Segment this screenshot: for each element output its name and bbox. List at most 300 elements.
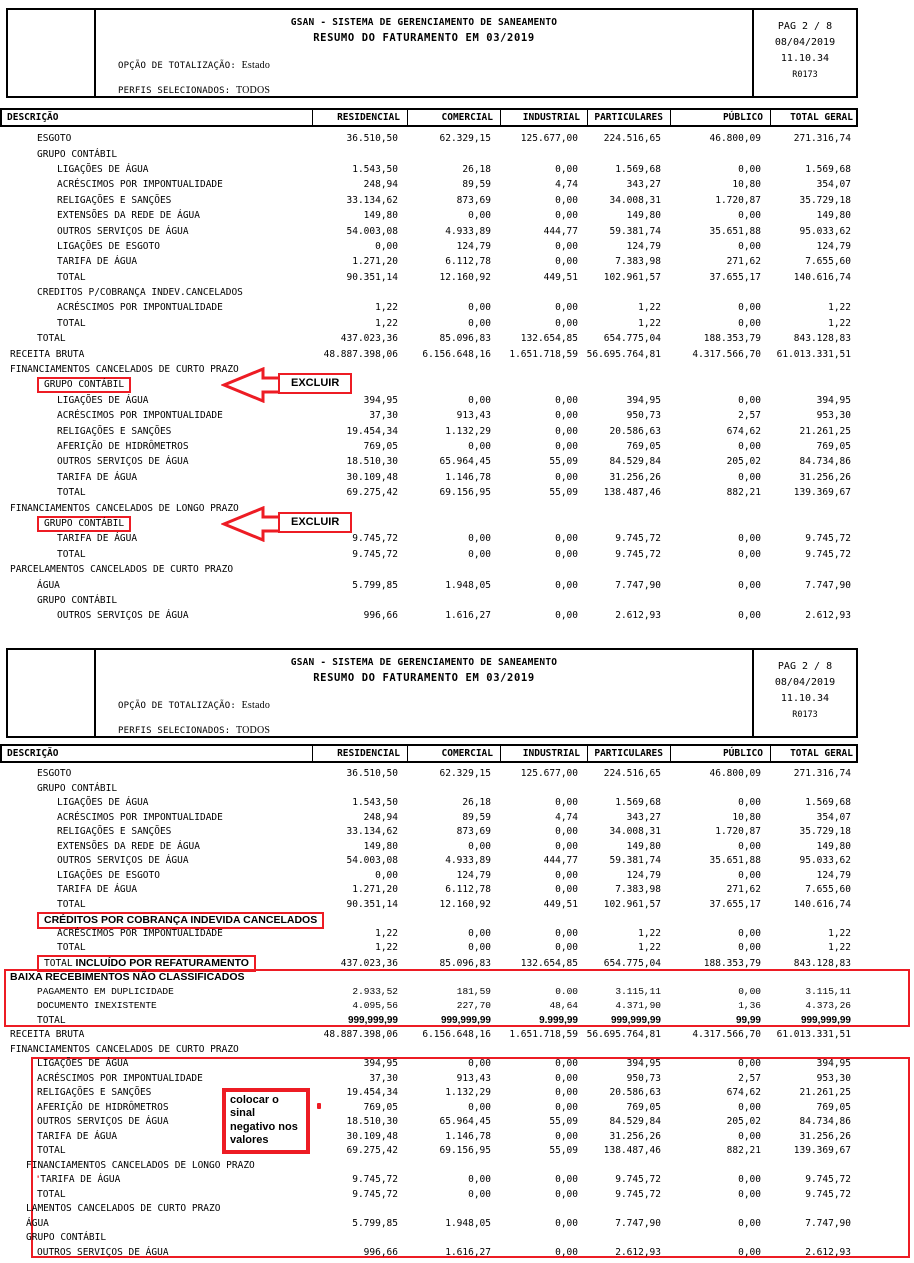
row-label: ÁGUA [26, 1217, 49, 1229]
row-label: ACRÉSCIMOS POR IMPONTUALIDADE [57, 302, 223, 314]
row-value: 95.033,62 [799, 855, 851, 867]
row-label-cell [0, 195, 310, 206]
row-value: 0,00 [555, 533, 578, 545]
row-value: 4.317.566,70 [692, 1029, 761, 1041]
row-value: 84.529,84 [609, 456, 661, 468]
row-value: 35.651,88 [709, 855, 761, 867]
row-value: 0,00 [375, 240, 398, 252]
table-row [0, 839, 858, 854]
row-label-cell [0, 549, 310, 560]
row-label-cell [0, 487, 310, 498]
row-value: 9.745,72 [352, 1174, 398, 1186]
row-value: 140.616,74 [793, 898, 851, 910]
row-value: 0,00 [738, 1188, 761, 1200]
row-value: 0,00 [555, 441, 578, 452]
row-value: 85.096,83 [439, 958, 491, 969]
profiles-selected [118, 85, 270, 96]
row-value: 125.677,00 [520, 768, 578, 780]
row-value: 20.586,63 [609, 425, 661, 437]
row-value: 2.612,93 [615, 610, 661, 622]
row-value: 1.569,68 [615, 163, 661, 175]
row-value: 9.745,72 [615, 1174, 661, 1186]
row-value: 7.747,90 [615, 1217, 661, 1229]
row-value: 31.256,26 [609, 1130, 661, 1142]
table-row [0, 1013, 858, 1028]
row-label: TOTAL [57, 898, 86, 910]
row-value: 0,00 [555, 1087, 578, 1099]
row-value: 913,43 [456, 410, 491, 422]
row-value: 89,59 [462, 179, 491, 191]
table-row [0, 131, 858, 146]
billing-table [0, 744, 914, 1260]
column-header-industrial: INDUSTRIAL [500, 110, 587, 125]
row-label-cell [0, 149, 310, 160]
table-section [0, 767, 914, 970]
row-value: 394,95 [363, 1058, 398, 1070]
row-value: 843.128,83 [793, 958, 851, 969]
row-value: 0,00 [375, 869, 398, 881]
row-value: 181,59 [456, 985, 491, 997]
row-value: 449,51 [543, 271, 578, 283]
table-row [0, 146, 858, 161]
table-row [0, 1100, 858, 1115]
table-row [0, 1245, 858, 1260]
row-label-cell [0, 884, 310, 895]
row-value: 205,02 [726, 1116, 761, 1128]
row-value: 35.729,18 [799, 826, 851, 838]
row-value: 7.747,90 [615, 579, 661, 591]
row-value: 0,00 [468, 1174, 491, 1186]
annotated-section [0, 1057, 914, 1260]
table-row [0, 1086, 858, 1101]
row-value: 132.654,85 [520, 333, 578, 345]
table-row [0, 926, 858, 941]
column-header-particulares: PARTICULARES [587, 110, 670, 125]
row-value: 0,00 [738, 1174, 761, 1186]
row-value: 271,62 [726, 884, 761, 896]
totalization-option-label: OPÇÃO DE TOTALIZAÇÃO: [118, 61, 236, 71]
row-label: GRUPO CONTÁBIL [37, 516, 131, 532]
row-value: 69.156,95 [439, 487, 491, 499]
row-label-cell [0, 302, 310, 313]
table-body [0, 131, 914, 624]
row-value: 0,00 [555, 797, 578, 809]
row-value: 0,00 [555, 1188, 578, 1200]
row-value: 31.256,26 [799, 471, 851, 483]
column-header-descricao: DESCRIÇÃO [7, 747, 59, 759]
row-label-cell [0, 768, 310, 779]
table-row [0, 270, 858, 285]
row-label: ACRÉSCIMOS POR IMPONTUALIDADE [57, 927, 223, 939]
table-row [0, 593, 858, 608]
row-value: 0,00 [555, 163, 578, 175]
row-value: 99,99 [735, 1014, 761, 1026]
row-label: PAGAMENTO EM DUPLICIDADE [37, 985, 174, 997]
row-label: TOTAL [37, 333, 66, 345]
row-value: 1.616,27 [445, 1246, 491, 1258]
row-label-cell [0, 1073, 310, 1084]
header-left-cell [8, 650, 96, 736]
table-section [0, 1028, 914, 1057]
row-value: 0,00 [738, 394, 761, 406]
row-value: 0,00 [555, 1072, 578, 1084]
table-row [0, 608, 858, 623]
row-value: 0,00 [555, 394, 578, 406]
row-label-cell [0, 855, 310, 866]
row-value: 1.948,05 [445, 1217, 491, 1229]
table-row [0, 1216, 858, 1231]
row-label: FINANCIAMENTOS CANCELADOS DE CURTO PRAZO [10, 1043, 239, 1055]
row-value: 48.887.398,06 [323, 348, 398, 360]
row-value: 769,05 [626, 1101, 661, 1113]
row-value: 9.745,72 [615, 1188, 661, 1200]
report-page-1 [0, 0, 914, 624]
row-value: 149,80 [816, 840, 851, 852]
row-value: 55,09 [549, 456, 578, 468]
row-value: 1.132,29 [445, 1087, 491, 1099]
profiles-value: TODOS [236, 724, 271, 736]
table-row [0, 1057, 858, 1072]
row-label: TARIFA DE ÁGUA [57, 256, 138, 268]
row-value: 124,79 [626, 869, 661, 881]
row-value: 1,22 [638, 302, 661, 314]
row-value: 55,09 [549, 1145, 578, 1157]
row-value: 0,00 [738, 942, 761, 954]
row-value: 1,22 [375, 317, 398, 329]
row-value: 999,999,99 [347, 1014, 398, 1026]
report-time: 11.10.34 [780, 692, 830, 704]
excluir-annotation [221, 367, 349, 403]
system-title: GSAN - SISTEMA DE GERENCIAMENTO DE SANEAMENTO [290, 656, 558, 668]
row-value: 769,05 [816, 441, 851, 452]
row-value: 0,00 [555, 840, 578, 852]
row-value: 56.695.764,81 [586, 1029, 661, 1041]
row-label-cell [0, 133, 310, 144]
table-row [0, 1071, 858, 1086]
row-value: 0,00 [555, 884, 578, 896]
row-value: 36.510,50 [346, 768, 398, 780]
row-value: 61.013.331,51 [776, 1029, 851, 1041]
row-value: 1,36 [738, 1000, 761, 1012]
row-value: 0,00 [555, 942, 578, 954]
row-value: 30.109,48 [346, 1130, 398, 1142]
row-value: 5.799,85 [352, 1217, 398, 1229]
row-value: 1,22 [828, 942, 851, 954]
row-value: 1.569,68 [805, 163, 851, 175]
row-value: 1.948,05 [445, 579, 491, 591]
table-row [0, 1158, 858, 1173]
table-row [0, 767, 858, 782]
row-value: 3.115,11 [615, 985, 661, 997]
row-label: LIGAÇÕES DE ESGOTO [57, 240, 160, 252]
row-value: 62.329,15 [439, 133, 491, 145]
row-value: 56.695.764,81 [586, 348, 661, 360]
row-value: 21.261,25 [799, 425, 851, 437]
row-label: GRUPO CONTÁBIL [26, 1232, 107, 1244]
table-row [0, 912, 858, 927]
row-value: 9.999,99 [539, 1014, 578, 1026]
row-value: 138.487,46 [603, 1145, 661, 1157]
table-row [0, 331, 858, 346]
table-row [0, 955, 858, 970]
totalization-option-value: Estado [241, 60, 271, 71]
row-label: EXTENSÕES DA REDE DE ÁGUA [57, 840, 200, 852]
row-value: 950,73 [626, 410, 661, 422]
annotated-section [0, 970, 914, 1028]
row-label-cell [0, 1174, 310, 1185]
row-label: RECEITA BRUTA [10, 348, 85, 360]
row-label: TOTAL [57, 317, 86, 329]
row-label: ACRÉSCIMOS POR IMPONTUALIDADE [57, 811, 223, 823]
row-value: 394,95 [626, 1058, 661, 1070]
table-row [0, 984, 858, 999]
table-row [0, 377, 858, 392]
row-value: 873,69 [456, 194, 491, 206]
row-value: 1,22 [375, 302, 398, 314]
row-value: 9.745,72 [352, 533, 398, 545]
row-label-cell [0, 226, 310, 237]
row-value: 999,999,99 [440, 1014, 491, 1026]
row-value: 0,00 [738, 610, 761, 622]
row-value: 0,00 [555, 548, 578, 560]
row-value: 0.00 [555, 985, 578, 997]
row-label-cell [0, 241, 310, 252]
row-value: 0,00 [738, 441, 761, 452]
row-value: 9.745,72 [352, 548, 398, 560]
row-value: 9.745,72 [805, 533, 851, 545]
row-label: CREDITOS P/COBRANÇA INDEV.CANCELADOS [37, 287, 243, 299]
row-label: RECEITA BRUTA [10, 1029, 85, 1041]
row-value: 0,00 [738, 163, 761, 175]
row-value: 102.961,57 [603, 271, 661, 283]
table-row [0, 941, 858, 956]
table-body [0, 767, 914, 1260]
row-label-cell [0, 272, 310, 283]
row-value: 139.369,67 [793, 1145, 851, 1157]
row-value: 0,00 [738, 302, 761, 314]
row-value: 2.933,52 [352, 985, 398, 997]
row-label: LIGAÇÕES DE ÁGUA [57, 797, 149, 809]
row-value: 48.887.398,06 [323, 1029, 398, 1041]
row-value: 37,30 [369, 410, 398, 422]
row-value: 3.115,11 [805, 985, 851, 997]
row-label: LIGAÇÕES DE ÁGUA [57, 394, 149, 406]
row-value: 999,999,99 [800, 1014, 851, 1026]
row-value: 1.132,29 [445, 425, 491, 437]
row-value: 0,00 [738, 927, 761, 939]
row-value: 140.616,74 [793, 271, 851, 283]
red-tick-mark: ' [37, 1174, 40, 1186]
row-label-cell [0, 826, 310, 837]
report-date: 08/04/2019 [774, 37, 836, 48]
row-value: 149,80 [626, 210, 661, 222]
header-right-cell [752, 650, 856, 736]
table-row [0, 423, 858, 438]
row-value: 139.369,67 [793, 487, 851, 499]
row-value: 2.612,93 [615, 1246, 661, 1258]
row-label: OUTROS SERVIÇOS DE ÁGUA [57, 456, 189, 468]
row-label-cell [0, 899, 310, 910]
header-right-cell [752, 10, 856, 96]
row-value: 1.271,20 [352, 256, 398, 268]
row-value: 674,62 [726, 425, 761, 437]
row-value: 0,00 [468, 317, 491, 329]
row-label: LIGAÇÕES DE ÁGUA [57, 163, 149, 175]
table-row [0, 883, 858, 898]
table-header-row [0, 108, 858, 127]
row-label-mono-part: TOTAL [44, 958, 73, 969]
row-label-cell [0, 256, 310, 267]
row-value: 4.933,89 [445, 855, 491, 867]
row-value: 0,00 [555, 302, 578, 314]
row-value: 36.510,50 [346, 133, 398, 145]
row-label: ACRÉSCIMOS POR IMPONTUALIDADE [57, 179, 223, 191]
page-number: PAG 2 / 8 [777, 21, 833, 32]
billing-table [0, 108, 914, 624]
table-row [0, 868, 858, 883]
row-value: 4.371,90 [615, 1000, 661, 1012]
row-label-cell [0, 1015, 310, 1026]
row-value: 37.655,17 [709, 271, 761, 283]
row-value: 0,00 [555, 1174, 578, 1186]
row-value: 62.329,15 [439, 768, 491, 780]
row-label: FINANCIAMENTOS CANCELADOS DE CURTO PRAZO [10, 364, 239, 376]
header-center-cell [96, 10, 752, 96]
row-value: 996,66 [363, 610, 398, 622]
table-row [0, 408, 858, 423]
table-row [0, 854, 858, 869]
row-value: 0,00 [555, 410, 578, 422]
row-label: ÁGUA [37, 579, 60, 591]
row-label: ESGOTO [37, 133, 72, 145]
row-value: 0,00 [468, 210, 491, 222]
row-value: 46.800,09 [709, 768, 761, 780]
row-label: EXTENSÕES DA REDE DE ÁGUA [57, 210, 200, 222]
row-label: TOTAL [37, 1188, 66, 1200]
row-value: 343,27 [626, 179, 661, 191]
profiles-label: PERFIS SELECIONADOS: [118, 725, 231, 736]
table-row [0, 562, 858, 577]
row-value: 9.745,72 [805, 1174, 851, 1186]
row-label: LIGAÇÕES DE ESGOTO [57, 869, 160, 881]
table-row [0, 208, 858, 223]
row-value: 26,18 [462, 797, 491, 809]
row-value: 0,00 [555, 579, 578, 591]
row-label-cell [0, 1044, 310, 1055]
row-value: 1,22 [828, 317, 851, 329]
row-value: 2.612,93 [805, 610, 851, 622]
row-label: TARIFA DE ÁGUA [57, 471, 138, 483]
row-label-cell [0, 1058, 310, 1069]
row-value: 19.454,34 [346, 425, 398, 437]
row-value: 54.003,08 [346, 855, 398, 867]
row-value: 394,95 [363, 394, 398, 406]
table-row [0, 1231, 858, 1246]
row-label: OUTROS SERVIÇOS DE ÁGUA [37, 1116, 169, 1128]
row-value: 34.008,31 [609, 826, 661, 838]
row-value: 59.381,74 [609, 225, 661, 237]
row-value: 48,64 [549, 1000, 578, 1012]
row-value: 0,00 [555, 256, 578, 268]
table-row [0, 285, 858, 300]
row-label: TOTAL [57, 487, 86, 499]
table-row [0, 439, 858, 454]
row-value: 4,74 [555, 179, 578, 191]
row-label: TOTAL [37, 1014, 66, 1026]
row-label-cell [0, 456, 310, 467]
table-row [0, 999, 858, 1014]
row-value: 444,77 [543, 855, 578, 867]
row-value: 4.373,26 [805, 1000, 851, 1012]
row-value: 0,00 [738, 240, 761, 252]
row-value: 1.271,20 [352, 884, 398, 896]
table-row [0, 254, 858, 269]
row-value: 271,62 [726, 256, 761, 268]
totalization-option-label: OPÇÃO DE TOTALIZAÇÃO: [118, 700, 236, 711]
row-value: 124,79 [456, 240, 491, 252]
row-value: 0,00 [555, 194, 578, 206]
row-value: 0,00 [468, 394, 491, 406]
table-row [0, 531, 858, 546]
row-value: 12.160,92 [439, 898, 491, 910]
table-row [0, 1042, 858, 1057]
row-value: 0,00 [555, 610, 578, 622]
row-value: 843.128,83 [793, 333, 851, 345]
report-id: R0173 [792, 70, 818, 80]
row-value: 188.353,79 [703, 333, 761, 345]
system-title: GSAN - SISTEMA DE GERENCIAMENTO DE SANEAMENTO [290, 17, 558, 28]
table-row [0, 177, 858, 192]
row-value: 953,30 [816, 410, 851, 422]
row-value: 227,70 [456, 1000, 491, 1012]
row-value: 882,21 [726, 487, 761, 499]
row-value: 61.013.331,51 [776, 348, 851, 360]
row-value: 84.734,86 [799, 1116, 851, 1128]
row-value: 1,22 [375, 942, 398, 954]
row-label: OUTROS SERVIÇOS DE ÁGUA [57, 855, 189, 867]
row-value: 4.095,56 [352, 1000, 398, 1012]
row-value: 0,00 [555, 869, 578, 881]
row-value: 35.729,18 [799, 194, 851, 206]
row-value: 37,30 [369, 1072, 398, 1084]
row-value: 102.961,57 [603, 898, 661, 910]
table-row [0, 1129, 858, 1144]
row-label: RELIGAÇÕES E SANÇÕES [57, 826, 172, 838]
row-label: LAMENTOS CANCELADOS DE CURTO PRAZO [26, 1203, 221, 1215]
row-label-cell [0, 426, 310, 437]
row-value: 55,09 [549, 1116, 578, 1128]
table-row [0, 825, 858, 840]
row-value: 343,27 [626, 811, 661, 823]
row-value: 0,00 [555, 826, 578, 838]
table-row [0, 239, 858, 254]
row-value: 913,43 [456, 1072, 491, 1084]
row-value: 84.734,86 [799, 456, 851, 468]
row-value: 12.160,92 [439, 271, 491, 283]
row-label-cell [0, 783, 310, 794]
row-value: 1.616,27 [445, 610, 491, 622]
header-center-cell [96, 650, 752, 736]
row-label-cell [0, 870, 310, 881]
row-value: 0,00 [468, 441, 491, 452]
row-value: 0,00 [555, 927, 578, 939]
row-value: 31.256,26 [609, 471, 661, 483]
row-value: 95.033,62 [799, 225, 851, 237]
column-header-residencial: RESIDENCIAL [312, 746, 407, 761]
row-value: 89,59 [462, 811, 491, 823]
row-label: DOCUMENTO INEXISTENTE [37, 1000, 157, 1012]
row-value: 1.146,78 [445, 1130, 491, 1142]
